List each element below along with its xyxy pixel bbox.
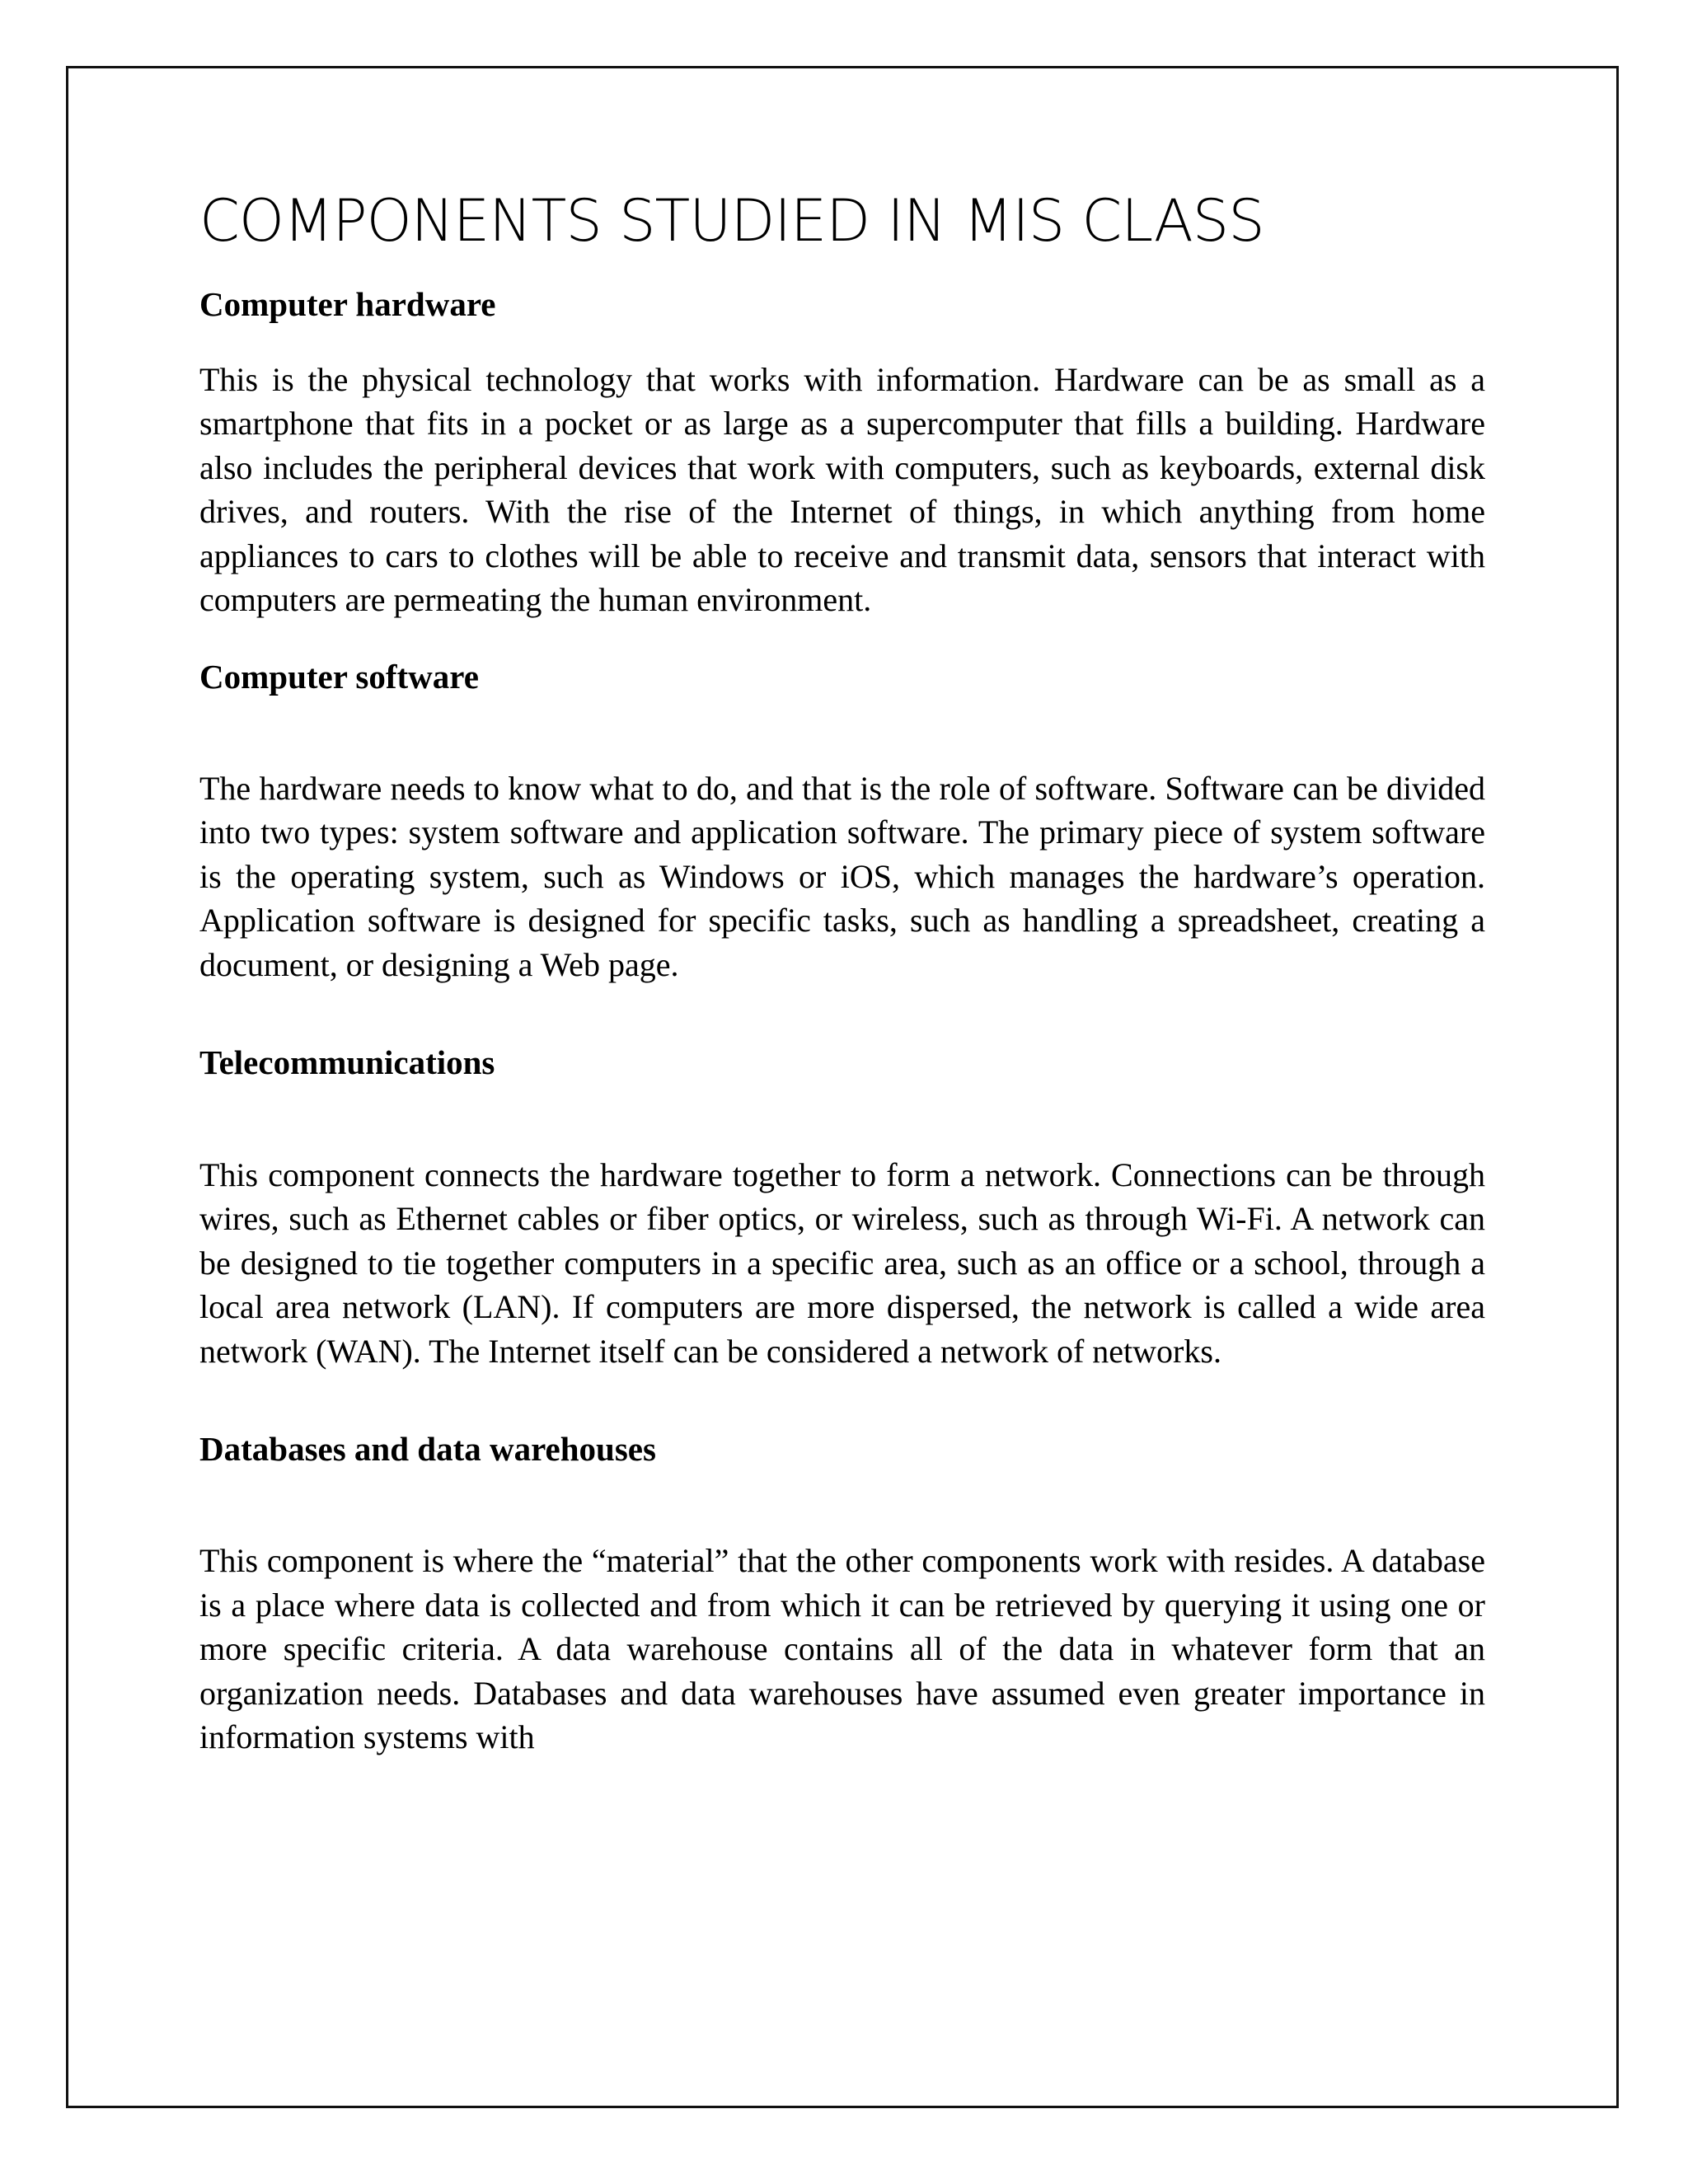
- section-heading: Computer hardware: [199, 284, 496, 323]
- section-heading: Computer software: [199, 657, 479, 696]
- section-computer-hardware: [199, 284, 1485, 622]
- section-databases-and-data-warehouses: [199, 1429, 1485, 1760]
- document-content: [199, 188, 1485, 1760]
- document-title: COMPONENTS STUDIED IN MIS CLASS: [199, 187, 1264, 255]
- section-computer-software: [199, 657, 1485, 987]
- section-paragraph: The hardware needs to know what to do, and that is the role of software. Software can be divided into two types: system software and application software. The primary piece of system software is the operating system, such as Windows or iOS, which manages the hardware’s operation. Application software is designed for specific tasks, such as handling a spreadsheet, creating a document, or designing a Web page.: [199, 769, 1485, 983]
- section-paragraph: This component connects the hardware together to form a network. Connections can be through wires, such as Ethernet cables or fiber optics, or wireless, such as through Wi-Fi. A network can be designed to tie together computers in a specific area, such as an office or a school, through a local area network (LAN). If computers are more dispersed, the network is called a wide area network (WAN). The Internet itself can be considered a network of networks.: [199, 1155, 1485, 1370]
- section-paragraph: This is the physical technology that works with information. Hardware can be as small as a smartphone that fits in a pocket or as large as a supercomputer that fills a building. Hardware also includes the peripheral devices that work with computers, such as keyboards, external disk drives, and routers. With the rise of the Internet of things, in which anything from home appliances to cars to clothes will be able to receive and transmit data, sensors that interact with computers are permeating the human environment.: [199, 360, 1485, 619]
- section-paragraph: This component is where the “material” that the other components work with resides. A database is a place where data is collected and from which it can be retrieved by querying it using one or more specific criteria. A data warehouse contains all of the data in whatever form that an organization needs. Databases and data warehouses have assumed even greater importance in information systems with: [199, 1542, 1485, 1756]
- section-heading: Databases and data warehouses: [199, 1430, 656, 1469]
- section-heading: Telecommunications: [199, 1043, 495, 1082]
- section-telecommunications: [199, 1043, 1485, 1373]
